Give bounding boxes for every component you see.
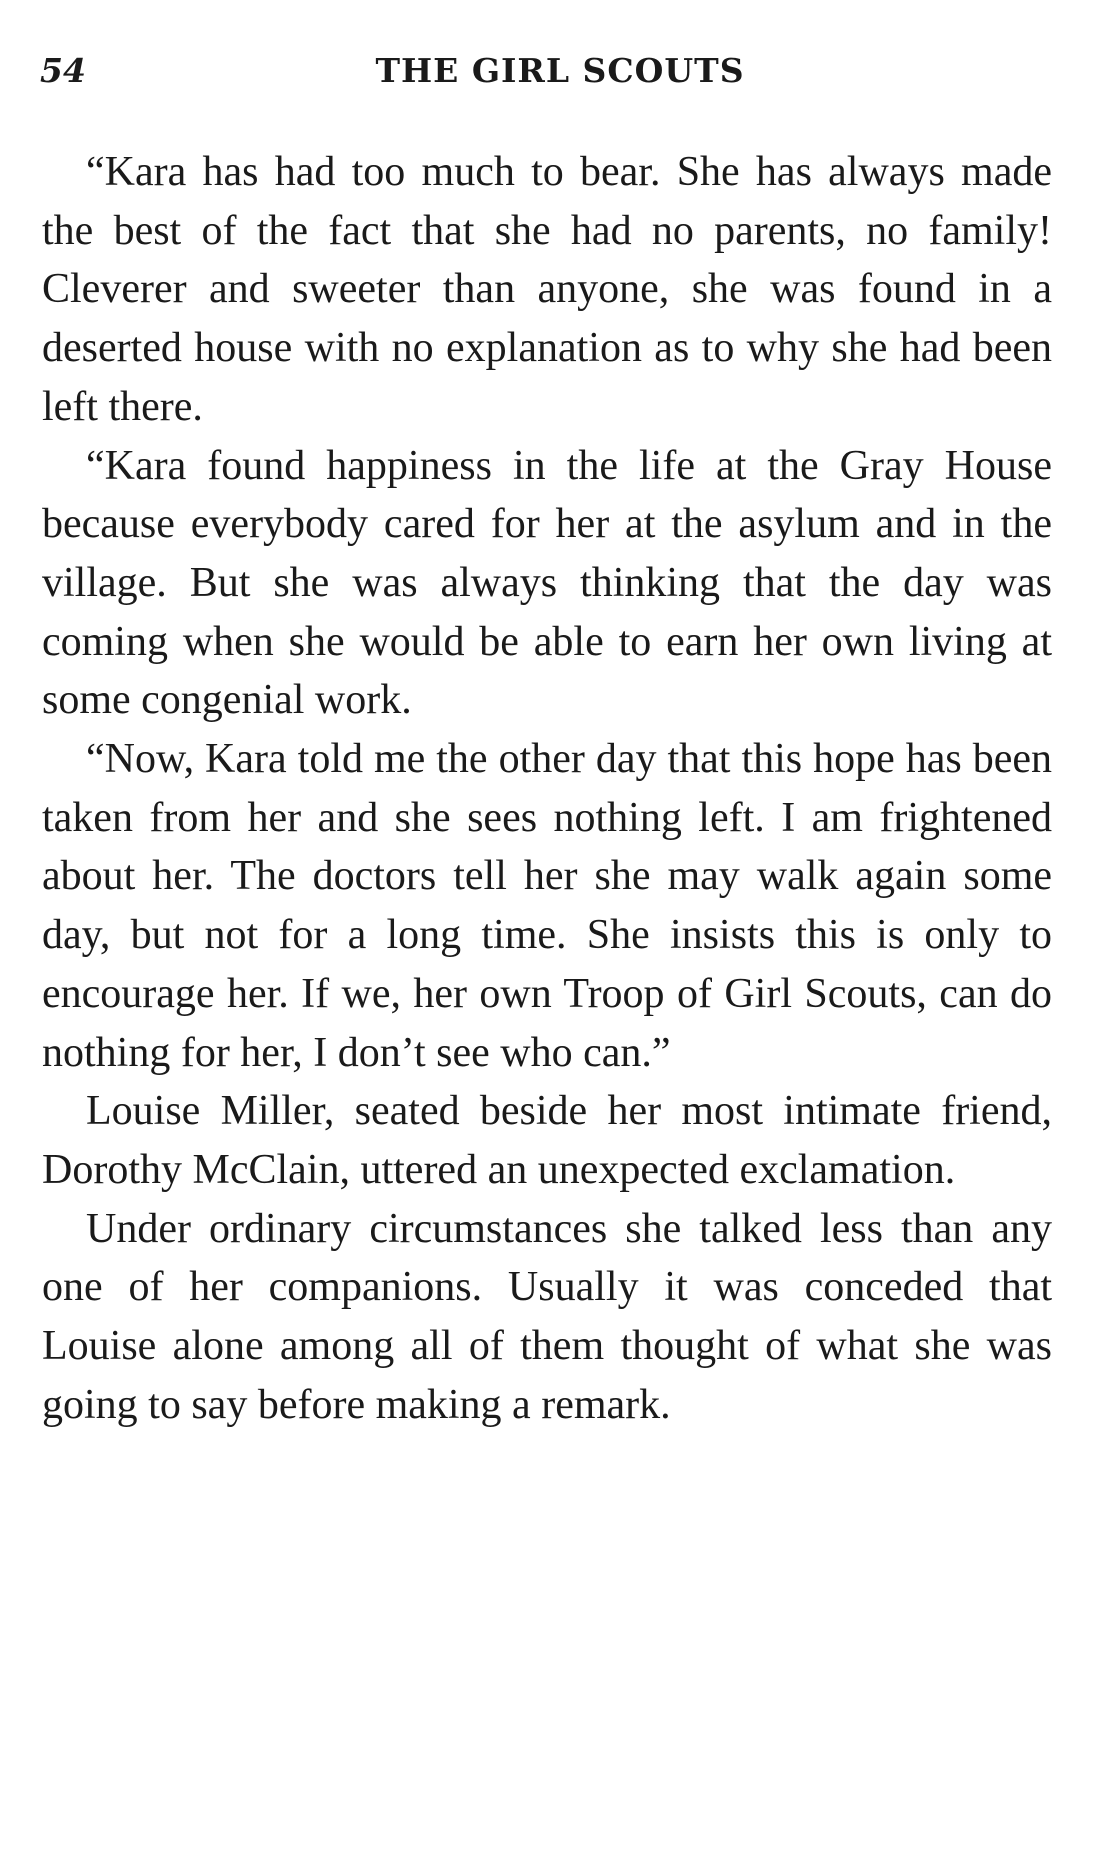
- paragraph: “Now, Kara told me the other day that this hope has been taken from her and she sees nothing left. I am frightened about her. The doctors tell her she may walk again some day, but not for a long time. She insists this is only to encourage her. If we, her own Troop of Girl Scouts, can do nothing for her, I don’t see who can.”: [42, 736, 1052, 1076]
- body-text: [42, 143, 1052, 1434]
- paragraph: Under ordinary circumstances she talked less than any one of her companions. Usually it was conceded that Louise alone among all of them thought of what she was going to say before making a remark.: [42, 1205, 1052, 1428]
- page-number: 54: [40, 51, 86, 90]
- running-title: THE GIRL SCOUTS: [375, 51, 745, 90]
- paragraph: “Kara found happiness in the life at the Gray House because everybody cared for her at the asylum and in the village. But she was always thinking that the day was coming when she would be able to earn her own living at some congenial work.: [42, 442, 1052, 724]
- page-header: [40, 46, 1050, 96]
- paragraph: “Kara has had too much to bear. She has always made the best of the fact that she had no parents, no family! Cleverer and sweeter than anyone, she was found in a deserted house with no explanation as to why she had been left there.: [42, 149, 1052, 430]
- paragraph: Louise Miller, seated beside her most intimate friend, Dorothy McClain, uttered an unexpected exclamation.: [42, 1088, 1052, 1193]
